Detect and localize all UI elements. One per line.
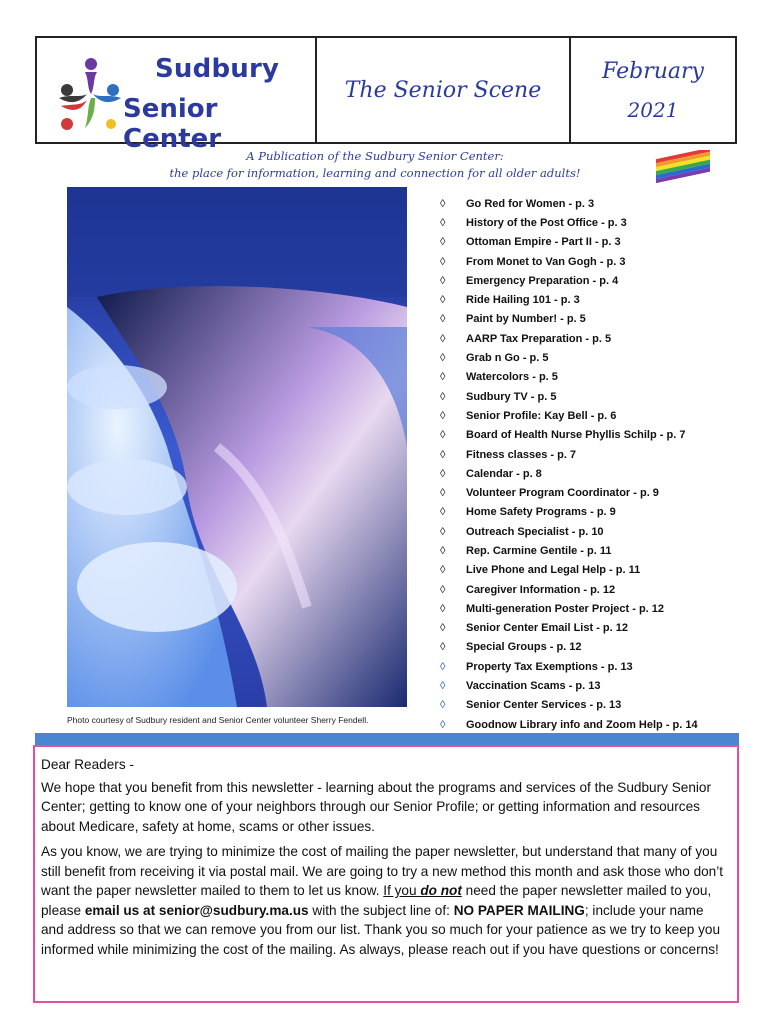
diamond-bullet-icon: ◊ <box>440 487 446 500</box>
diamond-bullet-icon: ◊ <box>440 313 446 326</box>
toc-item-label: Watercolors - p. 5 <box>466 371 558 384</box>
toc-item-label: Paint by Number! - p. 5 <box>466 313 586 326</box>
letter-greeting: Dear Readers - <box>41 757 134 772</box>
toc-item <box>440 483 740 502</box>
toc-item <box>440 599 740 618</box>
toc-item-label: Sudbury TV - p. 5 <box>466 390 557 403</box>
letter-p2-no-paper: NO PAPER MAILING <box>453 902 585 918</box>
toc-item <box>440 619 740 638</box>
toc-item-label: Board of Health Nurse Phyllis Schilp - p. 7 <box>466 429 686 442</box>
toc-item <box>440 213 740 232</box>
toc-item-label: Special Groups - p. 12 <box>466 641 582 654</box>
toc-item <box>440 580 740 599</box>
toc-item <box>440 426 740 445</box>
diamond-bullet-icon: ◊ <box>440 680 446 693</box>
toc-item <box>440 676 740 695</box>
toc-item <box>440 541 740 560</box>
letter-p2-text-h: ; include your name and address so that we can remove you from our list. Thank you so much for your patience as we try to keep you informed while minimizing the cost of the mailing. As always, please reach out if you have questions or concerns! <box>41 902 721 957</box>
issue-year: 2021 <box>627 97 679 122</box>
publication-title: The Senior Scene <box>344 77 542 103</box>
diamond-bullet-icon: ◊ <box>440 467 446 480</box>
diamond-bullet-icon: ◊ <box>440 236 446 249</box>
toc-item <box>440 445 740 464</box>
toc-item-label: Caregiver Information - p. 12 <box>466 583 616 596</box>
toc-item-label: Grab n Go - p. 5 <box>466 352 549 365</box>
letter-p2-do-not: do not <box>420 883 462 898</box>
toc-item-label: Rep. Carmine Gentile - p. 11 <box>466 544 612 557</box>
diamond-bullet-icon: ◊ <box>440 641 446 654</box>
letter-p2-text-a: As you know, we are trying to minimize the cost of mailing the paper newsletter, but understand that many of you still benefit from receiving it via postal mail. We are going to try a new method this month and ask those who don’t want the paper newsletter mailed to them to let us know. <box>41 844 724 898</box>
senior-center-logo-icon <box>51 54 125 134</box>
letter-to-readers <box>33 745 739 1003</box>
letter-p2-text-b: If you <box>383 883 421 898</box>
diamond-bullet-icon: ◊ <box>440 602 446 615</box>
toc-item <box>440 233 740 252</box>
toc-item-label: Emergency Preparation - p. 4 <box>466 274 619 287</box>
toc-item-label: Fitness classes - p. 7 <box>466 448 577 461</box>
table-of-contents <box>440 194 740 734</box>
toc-item <box>440 310 740 329</box>
toc-item-label: History of the Post Office - p. 3 <box>466 216 627 229</box>
rainbow-flag-icon <box>652 150 716 184</box>
diamond-bullet-icon: ◊ <box>440 583 446 596</box>
diamond-bullet-icon: ◊ <box>440 564 446 577</box>
tagline <box>140 148 610 182</box>
diamond-bullet-icon: ◊ <box>440 197 446 210</box>
diamond-bullet-icon: ◊ <box>440 622 446 635</box>
toc-item <box>440 522 740 541</box>
toc-item-label: From Monet to Van Gogh - p. 3 <box>466 255 626 268</box>
toc-item-label: Multi-generation Poster Project - p. 12 <box>466 602 665 615</box>
toc-item <box>440 194 740 213</box>
tagline-line1: A Publication of the Sudbury Senior Center: <box>246 149 504 163</box>
diamond-bullet-icon: ◊ <box>440 390 446 403</box>
photo-credit: Photo courtesy of Sudbury resident and Senior Center volunteer Sherry Fendell. <box>67 715 369 725</box>
date-cell <box>571 38 735 142</box>
diamond-bullet-icon: ◊ <box>440 352 446 365</box>
toc-item <box>440 696 740 715</box>
diamond-bullet-icon: ◊ <box>440 525 446 538</box>
divider-bar <box>35 733 739 745</box>
diamond-bullet-icon: ◊ <box>440 409 446 422</box>
diamond-bullet-icon: ◊ <box>440 429 446 442</box>
diamond-bullet-icon: ◊ <box>440 544 446 557</box>
diamond-bullet-icon: ◊ <box>440 699 446 712</box>
toc-item-label: Volunteer Program Coordinator - p. 9 <box>466 487 659 500</box>
toc-item <box>440 464 740 483</box>
toc-item-label: Go Red for Women - p. 3 <box>466 197 595 210</box>
diamond-bullet-icon: ◊ <box>440 255 446 268</box>
diamond-bullet-icon: ◊ <box>440 216 446 229</box>
letter-p2-text-f: with the subject line of: <box>308 902 454 918</box>
letter-p2-email[interactable]: email us at senior@sudbury.ma.us <box>84 902 309 918</box>
logo-cell <box>37 38 317 154</box>
toc-item-label: Live Phone and Legal Help - p. 11 <box>466 564 641 577</box>
toc-item-label: Senior Profile: Kay Bell - p. 6 <box>466 409 617 422</box>
toc-item <box>440 271 740 290</box>
tagline-line2: the place for information, learning and connection for all older adults! <box>169 166 581 180</box>
toc-item-label: Goodnow Library info and Zoom Help - p. 14 <box>466 718 698 731</box>
toc-item <box>440 657 740 676</box>
masthead <box>35 36 737 154</box>
toc-item-label: Vaccination Scams - p. 13 <box>466 680 601 693</box>
toc-item-label: Senior Center Services - p. 13 <box>466 699 622 712</box>
toc-item-label: Calendar - p. 8 <box>466 467 542 480</box>
issue-month: February <box>602 58 704 84</box>
toc-item <box>440 329 740 348</box>
toc-item-label: Property Tax Exemptions - p. 13 <box>466 660 633 673</box>
toc-item <box>440 638 740 657</box>
logo-text-sudbury: Sudbury <box>155 54 280 84</box>
toc-item-label: Ride Hailing 101 - p. 3 <box>466 294 580 307</box>
toc-item <box>440 348 740 367</box>
diamond-bullet-icon: ◊ <box>440 448 446 461</box>
toc-item <box>440 290 740 309</box>
diamond-bullet-icon: ◊ <box>440 332 446 345</box>
letter-p2-text-d: need the paper newsletter mailed to you, please <box>41 883 712 918</box>
toc-item <box>440 368 740 387</box>
toc-item <box>440 561 740 580</box>
diamond-bullet-icon: ◊ <box>440 371 446 384</box>
diamond-bullet-icon: ◊ <box>440 718 446 731</box>
toc-item-label: AARP Tax Preparation - p. 5 <box>466 332 612 345</box>
diamond-bullet-icon: ◊ <box>440 294 446 307</box>
logo-text-senior-center: Senior Center <box>123 94 222 154</box>
toc-item <box>440 715 740 734</box>
toc-item-label: Ottoman Empire - Part II - p. 3 <box>466 236 621 249</box>
winter-stream-photo <box>67 187 407 707</box>
letter-paragraph-2 <box>41 842 729 959</box>
toc-item <box>440 387 740 406</box>
toc-item <box>440 503 740 522</box>
toc-item <box>440 252 740 271</box>
letter-paragraph-1: We hope that you benefit from this newsletter - learning about the programs and services of the Sudbury Senior Center; getting to know one of your neighbors through our Senior Profile; or getting information and resources about Medicare, safety at home, scams or other issues. <box>41 779 711 834</box>
diamond-bullet-icon: ◊ <box>440 506 446 519</box>
toc-item-label: Outreach Specialist - p. 10 <box>466 525 604 538</box>
toc-item <box>440 406 740 425</box>
toc-item-label: Senior Center Email List - p. 12 <box>466 622 628 635</box>
toc-item-label: Home Safety Programs - p. 9 <box>466 506 616 519</box>
diamond-bullet-icon: ◊ <box>440 274 446 287</box>
diamond-bullet-icon: ◊ <box>440 660 446 673</box>
title-cell <box>317 38 571 142</box>
